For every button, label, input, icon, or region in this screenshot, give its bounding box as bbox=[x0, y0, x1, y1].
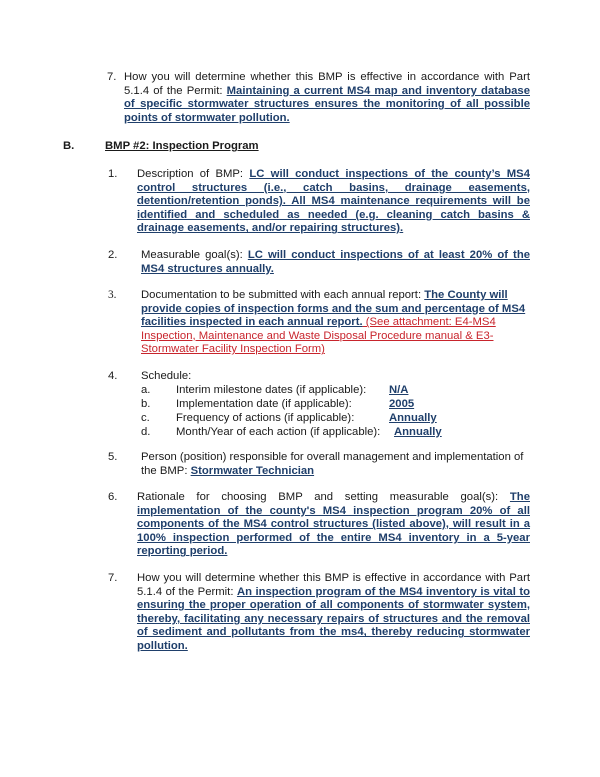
schedule-value: N/A bbox=[389, 384, 409, 396]
item-answer: The County will provide copies of inspection forms and the sum and percentage of MS4 facilities inspected in each annual report. bbox=[141, 289, 526, 329]
section-letter: B. bbox=[63, 140, 75, 152]
item-effectiveness bbox=[137, 572, 530, 654]
item-documentation bbox=[141, 289, 530, 357]
item-answer: LC will conduct inspections of at least 20% of the MS4 structures annually. bbox=[141, 249, 530, 275]
item-prompt: Description of BMP: bbox=[137, 168, 250, 180]
schedule-value: Annually bbox=[394, 426, 442, 438]
item-number: 7. bbox=[107, 71, 117, 83]
item-answer: The implementation of the county's MS4 inspection program 20% of all components of the MS4 control structures (listed above), will result in a 100% inspection performed of the entire MS4 inventory in a 5-year reporting period. bbox=[137, 491, 530, 558]
item-number: 5. bbox=[108, 451, 118, 463]
schedule-letter: b. bbox=[141, 398, 151, 410]
schedule-row-label: Month/Year of each action (if applicable): bbox=[176, 426, 381, 438]
item-prompt: Documentation to be submitted with each annual report: bbox=[141, 289, 425, 301]
item-answer: Stormwater Technician bbox=[190, 464, 315, 477]
schedule-row-label: Frequency of actions (if applicable): bbox=[176, 412, 355, 424]
schedule-letter: a. bbox=[141, 384, 151, 396]
item-number: 1. bbox=[108, 168, 118, 180]
schedule-value: 2005 bbox=[389, 398, 415, 410]
schedule-row bbox=[141, 426, 150, 440]
item-number: 7. bbox=[108, 572, 118, 584]
item-prompt: Person (position) responsible for overall management and implementation of the BMP: bbox=[141, 451, 524, 477]
top-item-7 bbox=[124, 71, 530, 125]
item-number: 6. bbox=[108, 491, 118, 503]
schedule-row bbox=[141, 398, 150, 412]
item-answer: Maintaining a current MS4 map and inventory database of specific stormwater structures ensures the monitoring of all possible points of stormwater pollution. bbox=[124, 84, 530, 124]
item-prompt: Measurable goal(s): bbox=[141, 249, 248, 261]
schedule-letter: c. bbox=[141, 412, 150, 424]
section-title: BMP #2: Inspection Program bbox=[105, 140, 259, 152]
item-number: 2. bbox=[108, 249, 118, 261]
item-number: 4. bbox=[108, 370, 118, 382]
item-number: 3. bbox=[108, 289, 117, 301]
attachment-reference: (See attachment: E4-MS4 Inspection, Maintenance and Waste Disposal Procedure manual & E3-Stormwater Facility Inspection Form) bbox=[141, 316, 496, 356]
item-rationale bbox=[137, 491, 530, 559]
item-prompt: How you will determine whether this BMP is effective in accordance with Part 5.1.4 of the Permit: bbox=[124, 71, 530, 97]
item-answer: An inspection program of the MS4 inventory is vital to ensuring the proper operation of all components of stormwater system, thereby, facilitating any necessary repairs of structures and the removal of sediment and pollutants from the ms4, thereby reducing stormwater pollution. bbox=[137, 585, 530, 652]
schedule-row-label: Interim milestone dates (if applicable): bbox=[176, 384, 367, 396]
item-prompt: How you will determine whether this BMP is effective in accordance with Part 5.1.4 of the Permit: bbox=[137, 572, 530, 598]
item-responsible-person bbox=[141, 451, 530, 478]
schedule-value: Annually bbox=[389, 412, 437, 424]
item-prompt: Rationale for choosing BMP and setting measurable goal(s): bbox=[137, 491, 510, 503]
schedule-row bbox=[141, 412, 150, 426]
schedule-label: Schedule: bbox=[141, 370, 192, 382]
schedule-letter: d. bbox=[141, 426, 151, 438]
schedule-row bbox=[141, 384, 150, 398]
item-description bbox=[137, 168, 530, 236]
item-answer: LC will conduct inspections of the county’s MS4 control structures (i.e., catch basins, drainage easements, detention/retention ponds). All MS4 maintenance requirements will be identified and scheduled as needed (e.g. cleaning catch basins & drainage easements, and/or repairing structures). bbox=[137, 168, 530, 235]
schedule-row-label: Implementation date (if applicable): bbox=[176, 398, 352, 410]
item-measurable-goals bbox=[141, 249, 530, 276]
